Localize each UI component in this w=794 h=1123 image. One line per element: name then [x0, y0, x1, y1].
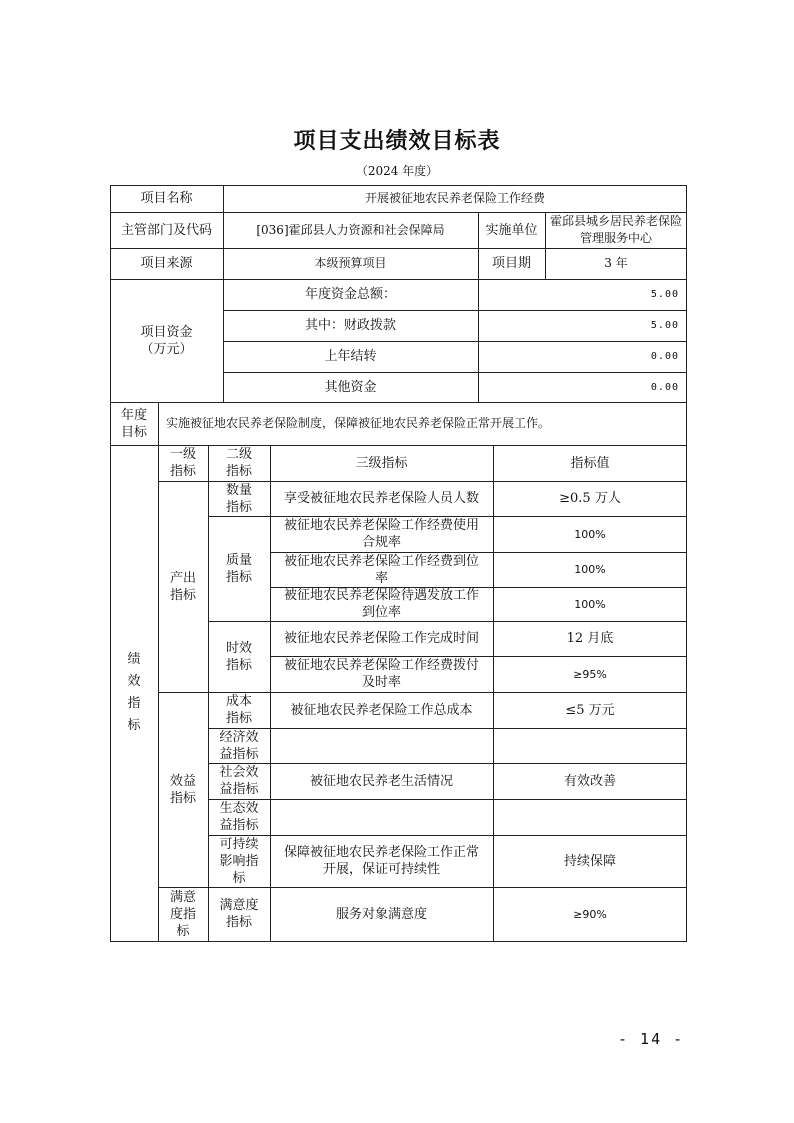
indicator-value-11: 持续保障: [563, 853, 616, 869]
indicator-row-6: 被征地农民养老保险工作经费拨付及时率: [283, 658, 479, 690]
satisfaction-level2-label: 满意度指标: [219, 898, 259, 930]
indicator-row-11: 保障被征地农民养老保险工作正常开展，保证可持续性: [283, 845, 479, 877]
satisfaction-indicator-label: 满意度指标: [169, 889, 196, 939]
sustainable-impact-label: 可持续影响指标: [219, 836, 259, 886]
indicator-value-header: 指标值: [570, 455, 610, 471]
indicator-row-4: 被征地农民养老保险待遇发放工作到位率: [283, 588, 479, 620]
quality-indicator-label: 质量指标: [225, 552, 252, 585]
department-label: 主管部门及代码: [120, 222, 212, 238]
timeliness-indicator-label: 时效指标: [225, 640, 252, 673]
project-name-label: 项目名称: [140, 191, 193, 206]
indicator-value-9: 有效改善: [563, 773, 616, 789]
implementing-unit-label: 实施单位: [485, 222, 538, 238]
funds-other-label: 其他资金: [324, 379, 377, 395]
performance-table: [110, 185, 687, 941]
indicator-value-10: [493, 799, 687, 835]
funds-total-label: 年度资金总额：: [304, 287, 396, 302]
indicator-row-8: [270, 728, 493, 763]
indicator-value-8: [493, 728, 687, 763]
indicator-row-1: 享受被征地农民养老保险人员人数: [283, 491, 479, 506]
output-indicator-label: 产出指标: [169, 570, 196, 603]
implementing-unit-value: 霍邱县城乡居民养老保险管理服务中心: [549, 214, 682, 245]
indicator-row-10: [270, 799, 493, 835]
cost-indicator-label: 成本指标: [225, 694, 252, 726]
indicator-row-2: 被征地农民养老保险工作经费使用合规率: [283, 518, 479, 550]
annual-goal-text: 实施被征地农民养老保险制度，保障被征地农民养老保险正常开展工作。: [166, 416, 551, 430]
annual-goal-label: 年度目标: [120, 407, 147, 440]
funds-carryover-value: 0.00: [650, 351, 679, 362]
project-source-label: 项目来源: [140, 256, 193, 271]
indicator-row-12: 服务对象满意度: [335, 906, 427, 922]
social-benefit-label: 社会效益指标: [219, 765, 259, 797]
indicator-row-3: 被征地农民养老保险工作经费到位率: [283, 553, 479, 586]
project-period-value: 3 年: [604, 256, 628, 270]
benefit-indicator-label: 效益指标: [169, 773, 196, 806]
project-period-label: 项目期: [491, 256, 531, 271]
indicator-value-5: 12 月底: [566, 631, 614, 646]
indicator-row-5: 被征地农民养老保险工作完成时间: [283, 631, 479, 646]
page-subtitle: （2024 年度）: [355, 164, 439, 178]
performance-indicators-label: 绩效指标: [127, 652, 141, 733]
indicator-row-7: 被征地农民养老保险工作总成本: [290, 702, 473, 718]
level1-header: 一级指标: [169, 447, 196, 479]
funds-fiscal-value: 5.00: [650, 320, 679, 331]
indicator-value-2: 100%: [574, 527, 606, 541]
indicator-value-7: ≤5 万元: [565, 702, 615, 718]
indicator-value-12: ≥90%: [573, 907, 607, 921]
ecological-benefit-label: 生态效益指标: [219, 801, 259, 833]
funds-other-value: 0.00: [650, 381, 679, 393]
indicator-value-4: 100%: [574, 597, 606, 611]
indicator-value-3: 100%: [574, 563, 606, 576]
project-name-value: 开展被征地农民养老保险工作经费: [364, 191, 545, 205]
project-funds-label: 项目资金（万元）: [140, 324, 193, 357]
funds-carryover-label: 上年结转: [324, 349, 377, 364]
level2-header: 二级指标: [225, 447, 252, 479]
funds-fiscal-label: 其中：财政拨款: [304, 318, 396, 333]
quantity-indicator-label: 数量指标: [225, 482, 252, 515]
funds-total-value: 5.00: [650, 289, 679, 300]
indicator-row-9: 被征地农民养老生活情况: [309, 773, 453, 789]
indicator-value-6: ≥95%: [573, 667, 607, 681]
page-number: - 14 -: [618, 1030, 685, 1048]
department-value: [036]霍邱县人力资源和社会保障局: [256, 222, 445, 237]
level3-header: 三级指标: [355, 455, 408, 471]
indicator-value-1: ≥0.5 万人: [559, 491, 621, 506]
economic-benefit-label: 经济效益指标: [219, 729, 259, 762]
page-title: 项目支出绩效目标表: [293, 128, 501, 154]
project-source-value: 本级预算项目: [314, 256, 387, 270]
